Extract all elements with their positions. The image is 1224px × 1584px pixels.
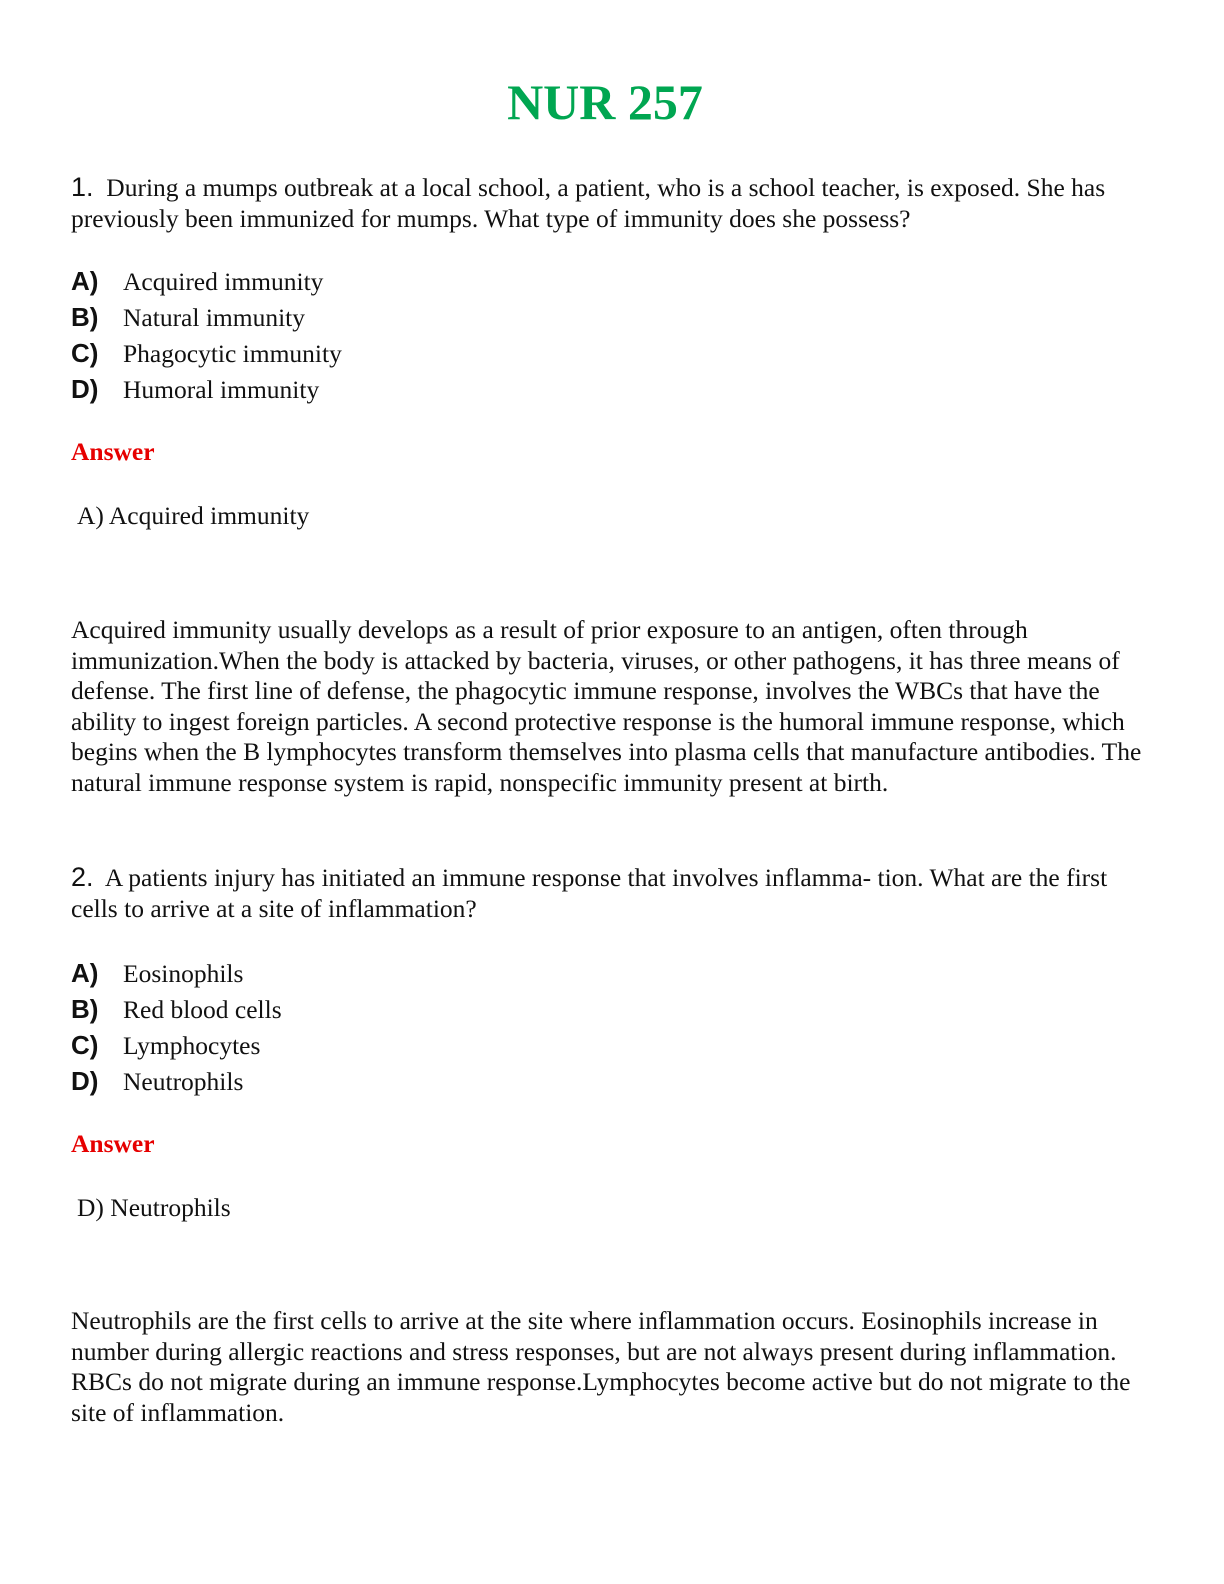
answer-value: D) Neutrophils: [77, 1193, 231, 1222]
option-c: [71, 1027, 282, 1063]
option-a: [71, 955, 282, 991]
option-letter: D): [71, 374, 99, 404]
option-text: Humoral immunity: [123, 375, 320, 404]
option-letter: C): [71, 338, 99, 368]
option-letter: D): [71, 1066, 99, 1096]
question-number: 2.: [71, 862, 94, 892]
question-number: 1.: [71, 172, 94, 202]
option-text: Lymphocytes: [123, 1031, 261, 1060]
document-title: NUR 257: [507, 74, 703, 130]
option-d: [71, 1063, 282, 1099]
answer-label: Answer: [71, 437, 155, 466]
option-text: Acquired immunity: [123, 267, 324, 296]
question-2-options: [71, 955, 282, 1099]
option-text: Natural immunity: [123, 303, 306, 332]
option-a: [71, 263, 342, 299]
question-1: [71, 172, 1146, 234]
question-1-options: [71, 263, 342, 407]
question-text: A patients injury has initiated an immune response that involves inflamma- tion. What are the first cells to arrive at a site of inflammation?: [71, 863, 1108, 923]
answer-value: A) Acquired immunity: [77, 501, 310, 530]
question-text: During a mumps outbreak at a local school, a patient, who is a school teacher, is exposed. She has previously been immunized for mumps. What type of immunity does she possess?: [71, 173, 1106, 233]
option-letter: B): [71, 302, 99, 332]
option-c: [71, 335, 342, 371]
option-b: [71, 991, 282, 1027]
explanation-2: Neutrophils are the first cells to arrive at the site where inflammation occurs. Eosinophils increase in number during allergic reactions and stress responses, but are not always present during inflammation. RBCs do not migrate during an immune response.Lymphocytes become active but do not migrate to the site of inflammation.: [71, 1306, 1131, 1427]
option-text: Red blood cells: [123, 995, 282, 1024]
option-letter: A): [71, 266, 99, 296]
option-text: Eosinophils: [123, 959, 244, 988]
explanation-1: Acquired immunity usually develops as a result of prior exposure to an antigen, often through immunization.When the body is attacked by bacteria, viruses, or other pathogens, it has three means of defense. The first line of defense, the phagocytic immune response, involves the WBCs that have the ability to ingest foreign particles. A second protective response is the humoral immune response, which begins when the B lymphocytes transform themselves into plasma cells that manufacture antibodies. The natural immune response system is rapid, nonspecific immunity present at birth.: [71, 615, 1142, 797]
question-2: [71, 862, 1146, 924]
option-d: [71, 371, 342, 407]
option-text: Phagocytic immunity: [123, 339, 342, 368]
option-letter: A): [71, 958, 99, 988]
option-letter: B): [71, 994, 99, 1024]
option-b: [71, 299, 342, 335]
option-letter: C): [71, 1030, 99, 1060]
answer-label: Answer: [71, 1129, 155, 1158]
option-text: Neutrophils: [123, 1067, 244, 1096]
